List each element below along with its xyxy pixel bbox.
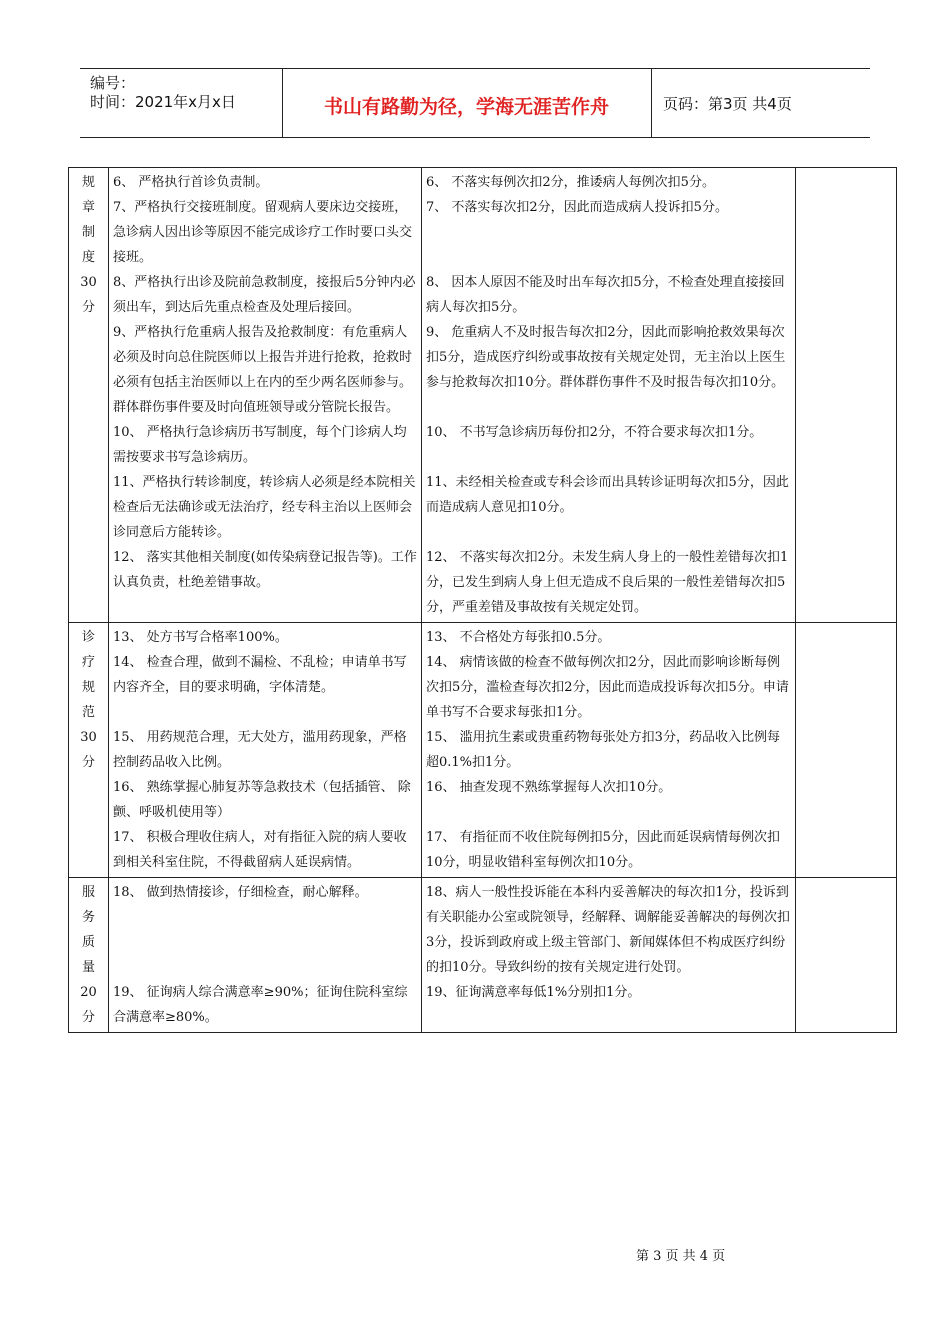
category-char: 分: [81, 755, 95, 770]
category-char: 诊: [81, 630, 95, 645]
score-cell: [796, 878, 897, 1033]
requirement-cell: [109, 878, 422, 1033]
category-char: 20: [80, 985, 97, 1000]
category-char: 章: [81, 200, 95, 215]
category-char: 规: [81, 175, 95, 190]
category-char: 服: [81, 885, 95, 900]
category-char: 分: [81, 1010, 95, 1025]
category-char: 规: [81, 680, 95, 695]
requirement-item: 15、 用药规范合理，无大处方，滥用药现象，严格控制药品收入比例。: [113, 730, 407, 770]
doc-date-label: 时间：2021年x月x日: [90, 93, 236, 111]
requirement-item: 9、严格执行危重病人报告及抢救制度：有危重病人必须及时向总住院医师以上报告并进行抢救，抢救时必须有包括主治医师以上在内的至少两名医师参与。群体群伤事件要及时向值班领导或分管院长报告。: [113, 325, 413, 415]
requirement-item: 12、 落实其他相关制度(如传染病登记报告等)。工作认真负责，杜绝差错事故。: [113, 550, 417, 590]
page-header: [80, 68, 870, 138]
header-motto: 书山有路勤为径，学海无涯苦作舟: [282, 69, 652, 137]
requirement-item: 7、严格执行交接班制度。留观病人要床边交接班，急诊病人因出诊等原因不能完成诊疗工作时要口头交接班。: [113, 200, 413, 265]
requirement-cell: [109, 168, 422, 623]
section-row: [69, 878, 897, 1033]
score-cell: [796, 623, 897, 878]
category-char: 度: [81, 250, 95, 265]
category-char: 务: [81, 910, 95, 925]
category-char: 量: [81, 960, 95, 975]
penalty-item: 7、 不落实每次扣2分，因此而造成病人投诉扣5分。: [426, 200, 728, 215]
penalty-cell: [422, 623, 796, 878]
penalty-item: 14、 病情该做的检查不做每例次扣2分，因此而影响诊断每例次扣5分，滥检查每次扣2分，因此而造成投诉每次扣5分。申请单书写不合要求每张扣1分。: [426, 655, 789, 720]
header-left: [80, 69, 283, 137]
requirement-item: 8、严格执行出诊及院前急救制度，接报后5分钟内必须出车，到达后先重点检查及处理后接回。: [113, 275, 416, 315]
penalty-item: 13、 不合格处方每张扣0.5分。: [426, 630, 611, 645]
requirement-item: 14、 检查合理，做到不漏检、不乱检；申请单书写内容齐全，目的要求明确，字体清楚。: [113, 655, 407, 695]
penalty-item: 8、 因本人原因不能及时出车每次扣5分，不检查处理直接接回病人每次扣5分。: [426, 275, 785, 315]
category-char: 质: [81, 935, 95, 950]
penalty-item: 6、 不落实每例次扣2分，推诿病人每例次扣5分。: [426, 175, 715, 190]
requirement-item: 18、 做到热情接诊，仔细检查，耐心解释。: [113, 885, 368, 900]
penalty-item: 18、病人一般性投诉能在本科内妥善解决的每次扣1分，投诉到有关职能办公室或院领导，经解释、调解能妥善解决的每例次扣3分，投诉到政府或上级主管部门、新闻媒体但不构成医疗纠纷的扣10分。导致纠纷的按有关规定进行处罚。: [426, 885, 791, 975]
penalty-cell: [422, 168, 796, 623]
header-page-info: 页码：第3页 共4页: [663, 94, 792, 113]
requirement-item: 10、 严格执行急诊病历书写制度，每个门诊病人均需按要求书写急诊病历。: [113, 425, 407, 465]
category-char: 30: [80, 730, 97, 745]
penalty-item: 17、 有指征而不收住院每例扣5分，因此而延误病情每例次扣10分，明显收错科室每例次扣10分。: [426, 830, 780, 870]
category-char: 范: [81, 705, 95, 720]
page-footer: 第 3 页 共 4 页: [636, 1249, 726, 1264]
section-row: [69, 623, 897, 878]
category-cell: [69, 878, 109, 1033]
requirement-item: 6、 严格执行首诊负责制。: [113, 175, 269, 190]
penalty-item: 11、未经相关检查或专科会诊而出具转诊证明每次扣5分，因此而造成病人意见扣10分。: [426, 475, 789, 515]
score-cell: [796, 168, 897, 623]
requirement-item: 16、 熟练掌握心肺复苏等急救技术（包括插管、 除颤、呼吸机使用等）: [113, 780, 411, 820]
penalty-item: 12、 不落实每次扣2分。未发生病人身上的一般性差错每次扣1分，已发生到病人身上但无造成不良后果的一般性差错每次扣5分，严重差错及事故按有关规定处罚。: [426, 550, 789, 615]
penalty-item: 19、征询满意率每低1%分别扣1分。: [426, 985, 641, 1000]
category-char: 制: [81, 225, 95, 240]
requirement-item: 17、 积极合理收住病人，对有指征入院的病人要收到相关科室住院，不得截留病人延误病情。: [113, 830, 407, 870]
category-cell: [69, 623, 109, 878]
penalty-item: 16、 抽查发现不熟练掌握每人次扣10分。: [426, 780, 672, 795]
requirement-item: 11、严格执行转诊制度，转诊病人必须是经本院相关检查后无法确诊或无法治疗，经专科主治以上医师会诊同意后方能转诊。: [113, 475, 416, 540]
penalty-item: 15、 滥用抗生素或贵重药物每张处方扣3分，药品收入比例每超0.1%扣1分。: [426, 730, 780, 770]
penalty-item: 10、 不书写急诊病历每份扣2分，不符合要求每次扣1分。: [426, 425, 763, 440]
penalty-item: 9、 危重病人不及时报告每次扣2分，因此而影响抢救效果每次扣5分，造成医疗纠纷或事故按有关规定处罚，无主治以上医生参与抢救每次扣10分。群体群伤事件不及时报告每次扣10分。: [426, 325, 786, 390]
requirement-item: 19、 征询病人综合满意率≥90%；征询住院科室综合满意率≥80%。: [113, 985, 408, 1025]
requirement-cell: [109, 623, 422, 878]
category-char: 疗: [81, 655, 95, 670]
doc-number-label: 编号：: [90, 74, 136, 92]
category-cell: [69, 168, 109, 623]
requirement-item: 13、 处方书写合格率100%。: [113, 630, 288, 645]
category-char: 30: [80, 275, 97, 290]
penalty-cell: [422, 878, 796, 1033]
assessment-table: [68, 167, 897, 1033]
category-char: 分: [81, 300, 95, 315]
section-row: [69, 168, 897, 623]
